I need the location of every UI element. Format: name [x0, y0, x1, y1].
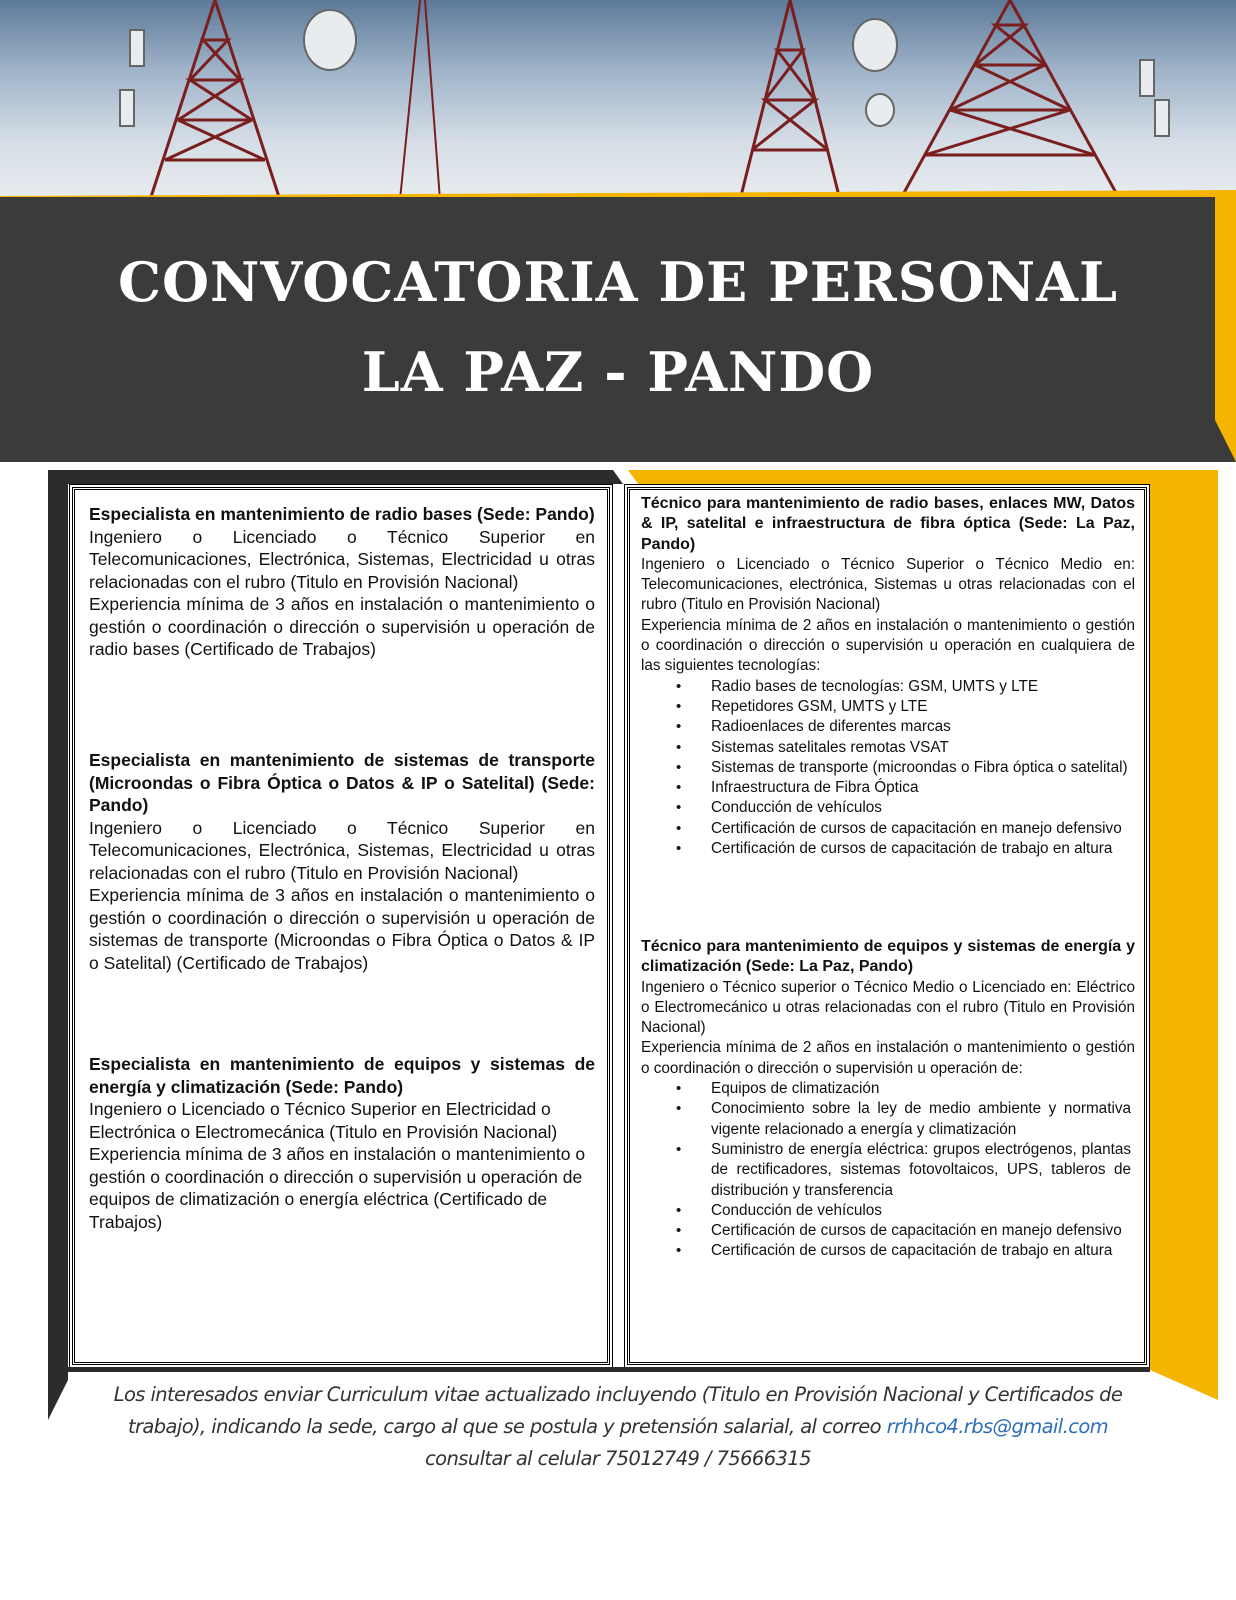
frame-left-dark-bar — [48, 470, 68, 1420]
footer-instructions-text: trabajo), indicando la sede, cargo al que se postula y pretensión salarial, al correo — [127, 1415, 881, 1438]
list-item: • Certificación de cursos de capacitación en manejo defensivo — [641, 1221, 1135, 1241]
frame-right-yellow-bar — [1150, 470, 1218, 1400]
header-towers-photo — [0, 0, 1236, 200]
footer-phone-contact: consultar al celular 75012749 / 75666315 — [425, 1447, 811, 1470]
banner-dark-angled — [0, 420, 1236, 462]
page-subtitle-location: LA PAZ - PANDO — [361, 340, 875, 404]
job-experience: Experiencia mínima de 2 años en instalación o mantenimiento o gestión o coordinación o dirección o supervisión u operación de: — [641, 1039, 1135, 1077]
job-experience: Experiencia mínima de 3 años en instalación o mantenimiento o gestión o coordinación o dirección o supervisión u operación de radio bases (Certificado de Trabajos) — [89, 594, 595, 659]
list-item: • Repetidores GSM, UMTS y LTE — [641, 697, 1135, 717]
job-heading: Especialista en mantenimiento de radio bases (Sede: Pando) — [89, 504, 595, 524]
list-item: • Certificación de cursos de capacitación de trabajo en altura — [641, 1241, 1135, 1261]
job-posting-transport-systems-specialist — [89, 749, 595, 974]
job-posting-radio-bases-specialist — [89, 503, 595, 661]
job-requirements: Ingeniero o Licenciado o Técnico Superior en Telecomunicaciones, Electrónica, Sistemas, Electricidad u otras relacionadas con el rubro (Titulo en Provisión Nacional) — [89, 526, 595, 592]
list-item: • Certificación de cursos de capacitación en manejo defensivo — [641, 819, 1135, 839]
job-experience: Experiencia mínima de 3 años en instalación o mantenimiento o gestión o coordinación o dirección o supervisión u operación de sistemas de transporte (Microondas o Fibra Óptica o Datos & IP o Satelital) (Certificado de Trabajos) — [89, 885, 595, 973]
job-heading: Especialista en mantenimiento de sistemas de transporte (Microondas o Fibra Óptica o Datos & IP o Satelital) (Sede: Pando) — [89, 750, 595, 815]
job-requirements: Ingeniero o Licenciado o Técnico Superior en Telecomunicaciones, Electrónica, Sistemas, Electricidad u otras relacionadas con el rubro (Titulo en Provisión Nacional) — [89, 817, 595, 883]
list-item: • Conducción de vehículos — [641, 1201, 1135, 1221]
list-item: • Conducción de vehículos — [641, 798, 1135, 818]
job-requirements: Ingeniero o Licenciado o Técnico Superior o Técnico Medio en: Telecomunicaciones, electrónica, Sistemas u otras relacionadas con el rubro (Titulo en Provisión Nacional) — [641, 555, 1135, 614]
frame-top-dark-bar — [48, 470, 623, 484]
list-item: • Suministro de energía eléctrica: grupos electrógenos, plantas de rectificadores, sistemas fotovoltaicos, UPS, tableros de distribución y transferencia — [641, 1140, 1135, 1201]
job-posting-energy-climate-technician — [641, 937, 1135, 1262]
list-item: • Conocimiento sobre la ley de medio ambiente y normativa vigente relacionado a energía y climatización — [641, 1099, 1135, 1140]
list-item: • Radio bases de tecnologías: GSM, UMTS y LTE — [641, 677, 1135, 697]
footer-instructions-cont — [100, 1415, 1136, 1438]
job-heading: Especialista en mantenimiento de equipos y sistemas de energía y climatización (Sede: Pando) — [89, 1054, 595, 1097]
technology-list — [641, 677, 1135, 860]
page-title: CONVOCATORIA DE PERSONAL — [117, 250, 1119, 314]
list-item: • Infraestructura de Fibra Óptica — [641, 778, 1135, 798]
job-requirements: Ingeniero o Técnico superior o Técnico Medio o Licenciado en: Eléctrico o Electromecánico u otras relacionadas con el rubro (Titulo en Provisión Nacional) — [641, 978, 1135, 1037]
job-heading: Técnico para mantenimiento de equipos y sistemas de energía y climatización (Sede: La Paz, Pando) — [641, 938, 1135, 976]
job-posting-radio-bases-technician — [641, 494, 1135, 859]
job-experience: Experiencia mínima de 2 años en instalación o mantenimiento o gestión o coordinación o dirección o supervisión u operación en cualquiera de las siguientes tecnologías: — [641, 616, 1135, 675]
skills-list — [641, 1079, 1135, 1262]
footer-instructions: Los interesados enviar Curriculum vitae actualizado incluyendo (Titulo en Provisión Nacional y Certificados de — [113, 1383, 1123, 1406]
contact-email-link[interactable]: rrhhco4.rbs@gmail.com — [886, 1415, 1109, 1438]
job-requirements: Ingeniero o Licenciado o Técnico Superior en Electricidad o Electrónica o Electromecánica (Titulo en Provisión Nacional) Experiencia mínima de 3 años en instalación o mantenimiento o gestión o coordinación o dirección o supervisión u operación de equipos de climatización o energía eléctrica (Certificado de Trabajos) — [89, 1099, 586, 1232]
telecom-towers-illustration — [0, 0, 1236, 200]
job-posting-energy-climate-specialist — [89, 1053, 595, 1233]
frame-top-yellow-bar — [628, 470, 1218, 484]
list-item: • Radioenlaces de diferentes marcas — [641, 717, 1135, 737]
job-heading: Técnico para mantenimiento de radio bases, enlaces MW, Datos & IP, satelital e infraestructura de fibra óptica (Sede: La Paz, Pando) — [641, 495, 1135, 553]
list-item: • Sistemas de transporte (microondas o Fibra óptica o satelital) — [641, 758, 1135, 778]
list-item: • Equipos de climatización — [641, 1079, 1135, 1099]
list-item: • Certificación de cursos de capacitación de trabajo en altura — [641, 839, 1135, 859]
list-item: • Sistemas satelitales remotas VSAT — [641, 738, 1135, 758]
frame-bottom-rule — [68, 1367, 1150, 1372]
